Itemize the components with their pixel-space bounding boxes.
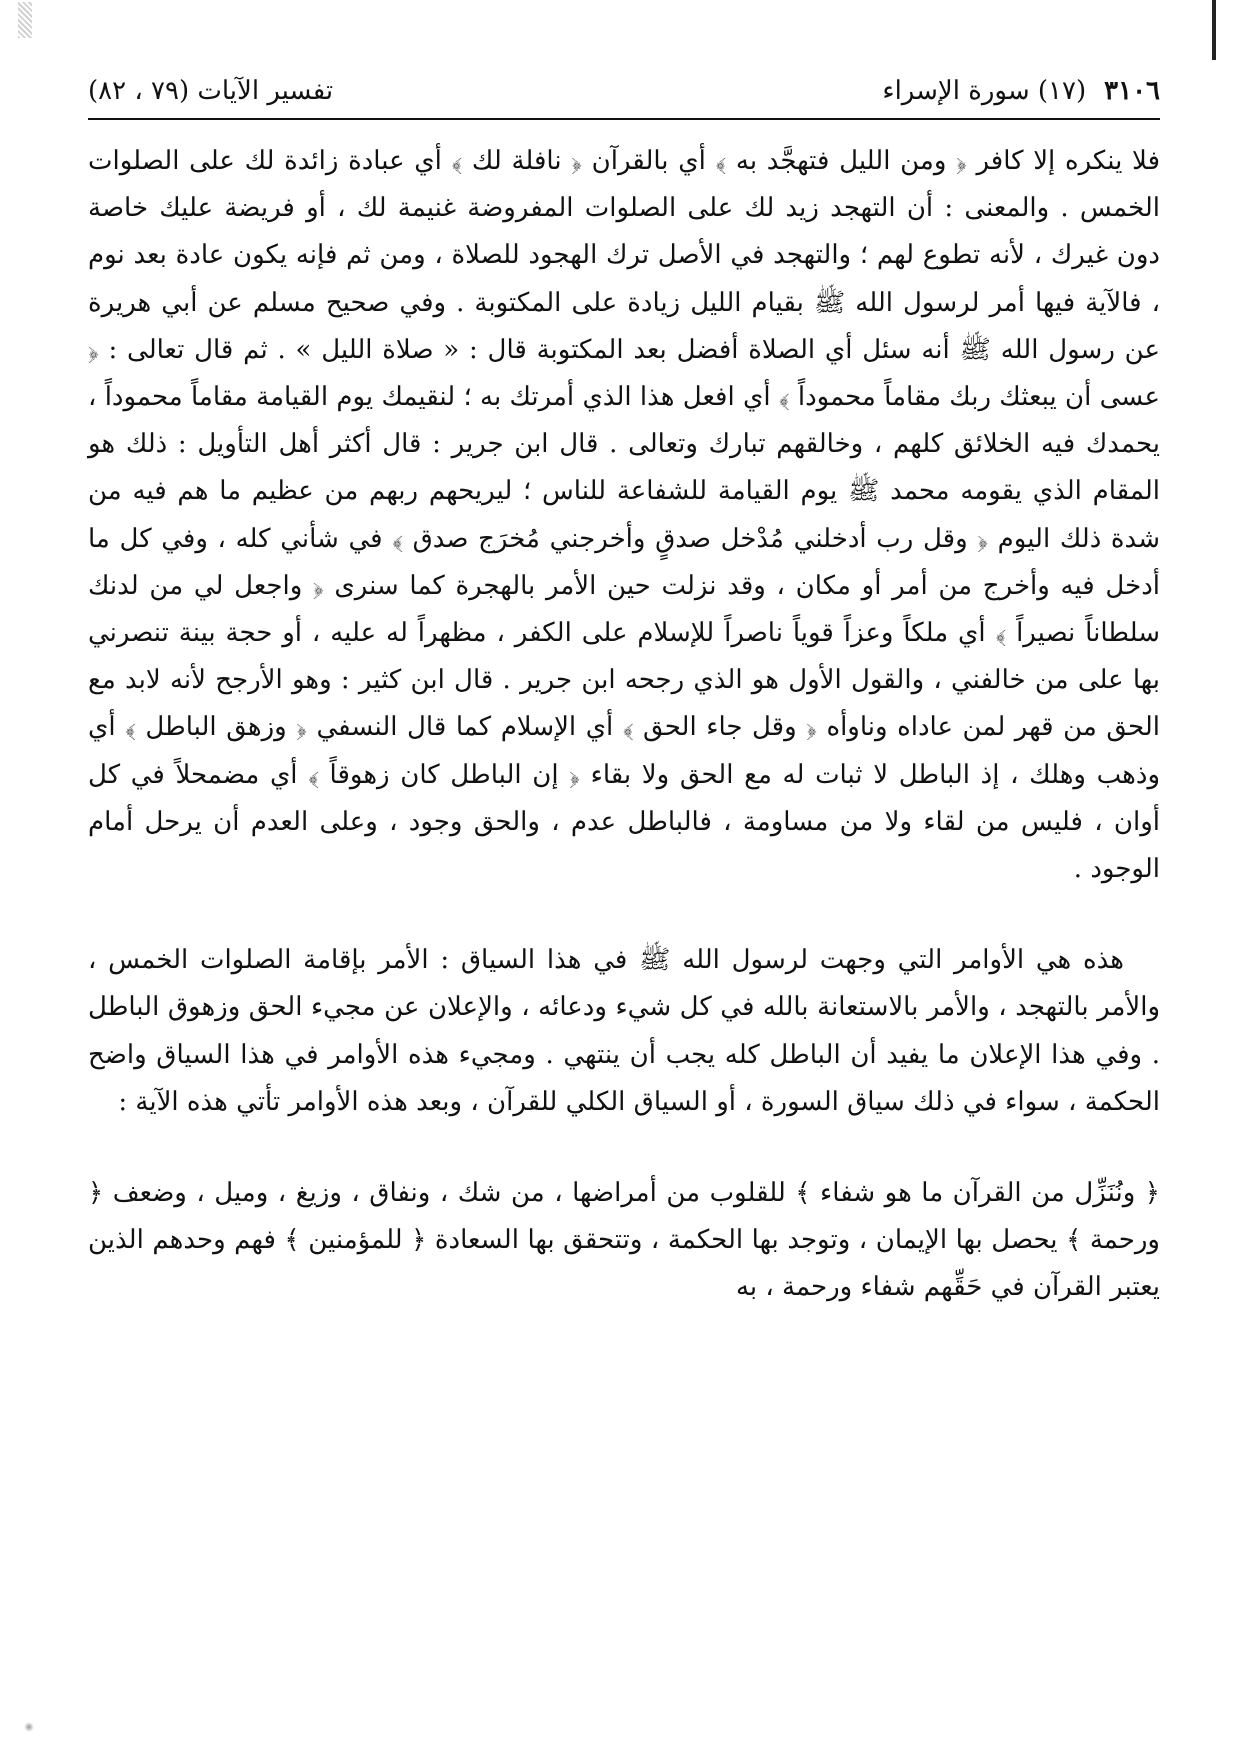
header-page-info bbox=[882, 76, 1160, 106]
running-header bbox=[88, 70, 1160, 118]
page-number: ٣١٠٦ bbox=[1104, 76, 1160, 106]
scan-speck bbox=[24, 1722, 34, 1732]
body-text bbox=[88, 138, 1160, 1312]
paragraph-text: فلا ينكره إلا كافر ﴿ ومن الليل فتهجَّد به ﴾ أي بالقرآن ﴿ نافلة لك ﴾ أي عبادة زائدة لك على الصلوات الخمس . والمعنى : أن التهجد زيد لك على الصلوات المفروضة غنيمة لك ، أو فريضة عليك خاصة دون غيرك ، لأنه تطوع لهم ؛ والتهجد في الأصل ترك الهجود للصلاة ، ومن ثم فإنه يكون عادة بعد نوم ، فالآية فيها أمر لرسول الله ﷺ بقيام الليل زيادة على المكتوبة . وفي صحيح مسلم عن أبي هريرة عن رسول الله ﷺ أنه سئل أي الصلاة أفضل بعد المكتوبة قال : « صلاة الليل » . ثم قال تعالى : ﴿ عسى أن يبعثك ربك مقاماً محموداً ﴾ أي افعل هذا الذي أمرتك به ؛ لنقيمك يوم القيامة مقاماً محموداً ، يحمدك فيه الخلائق كلهم ، وخالقهم تبارك وتعالى . قال ابن جرير : قال أكثر أهل التأويل : ذلك هو المقام الذي يقومه محمد ﷺ يوم القيامة للشفاعة للناس ؛ ليريحهم ربهم من عظيم ما هم فيه من شدة ذلك اليوم ﴿ وقل رب أدخلني مُدْخل صدقٍ وأخرجني مُخرَج صدق ﴾ في شأني كله ، وفي كل ما أدخل فيه وأخرج من أمر أو مكان ، وقد نزلت حين الأمر بالهجرة كما سنرى ﴿ واجعل لي من لدنك سلطاناً نصيراً ﴾ أي ملكاً وعزاً قوياً ناصراً للإسلام على الكفر ، مظهراً له عليه ، أو حجة بينة تنصرني بها على من خالفني ، والقول الأول هو الذي رجحه ابن جرير . قال ابن كثير : وهو الأرجح لأنه لابد مع الحق من قهر لمن عاداه وناوأه ﴿ وقل جاء الحق ﴾ أي الإسلام كما قال النسفي ﴿ وزهق الباطل ﴾ أي وذهب وهلك ، إذ الباطل لا ثبات له مع الحق ولا بقاء ﴿ إن الباطل كان زهوقاً ﴾ أي مضمحلاً في كل أوان ، فليس من لقاء ولا من مساومة ، فالباطل عدم ، والحق وجود ، وعلى العدم أن يرحل أمام الوجود . bbox=[88, 146, 1160, 885]
paragraph-text: هذه هي الأوامر التي وجهت لرسول الله ﷺ في هذا السياق : الأمر بإقامة الصلوات الخمس ، والأمر بالتهجد ، والأمر بالاستعانة بالله في كل شيء ودعائه ، والإعلان عن مجيء الحق وزهوق الباطل . وفي هذا الإعلان ما يفيد أن الباطل كله يجب أن ينتهي . ومجيء هذه الأوامر في هذا السياق واضح الحكمة ، سواء في ذلك سياق السورة ، أو السياق الكلي للقرآن ، وبعد هذه الأوامر تأتي هذه الآية : bbox=[88, 945, 1160, 1117]
scan-artifact bbox=[18, 2, 32, 38]
paragraph-text: ﴿ ونُنَزِّل من القرآن ما هو شفاء ﴾ للقلوب من أمراضها ، من شك ، ونفاق ، وزيغ ، وميل ، وضعف ﴿ ورحمة ﴾ يحصل بها الإيمان ، وتوجد بها الحكمة ، وتتحقق بها السعادة ﴿ للمؤمنين ﴾ فهم وحدهم الذين يعتبر القرآن في حَقِّهم شفاء ورحمة ، به bbox=[88, 1178, 1160, 1303]
paragraph bbox=[88, 937, 1160, 1126]
paragraph bbox=[88, 138, 1160, 893]
section-title: تفسير الآيات (٧٩ ، ٨٢) bbox=[88, 76, 334, 106]
header-rule bbox=[88, 118, 1160, 120]
surah-title: (١٧) سورة الإسراء bbox=[882, 76, 1087, 106]
page-edge-mark bbox=[1212, 0, 1216, 60]
paragraph bbox=[88, 1170, 1160, 1312]
